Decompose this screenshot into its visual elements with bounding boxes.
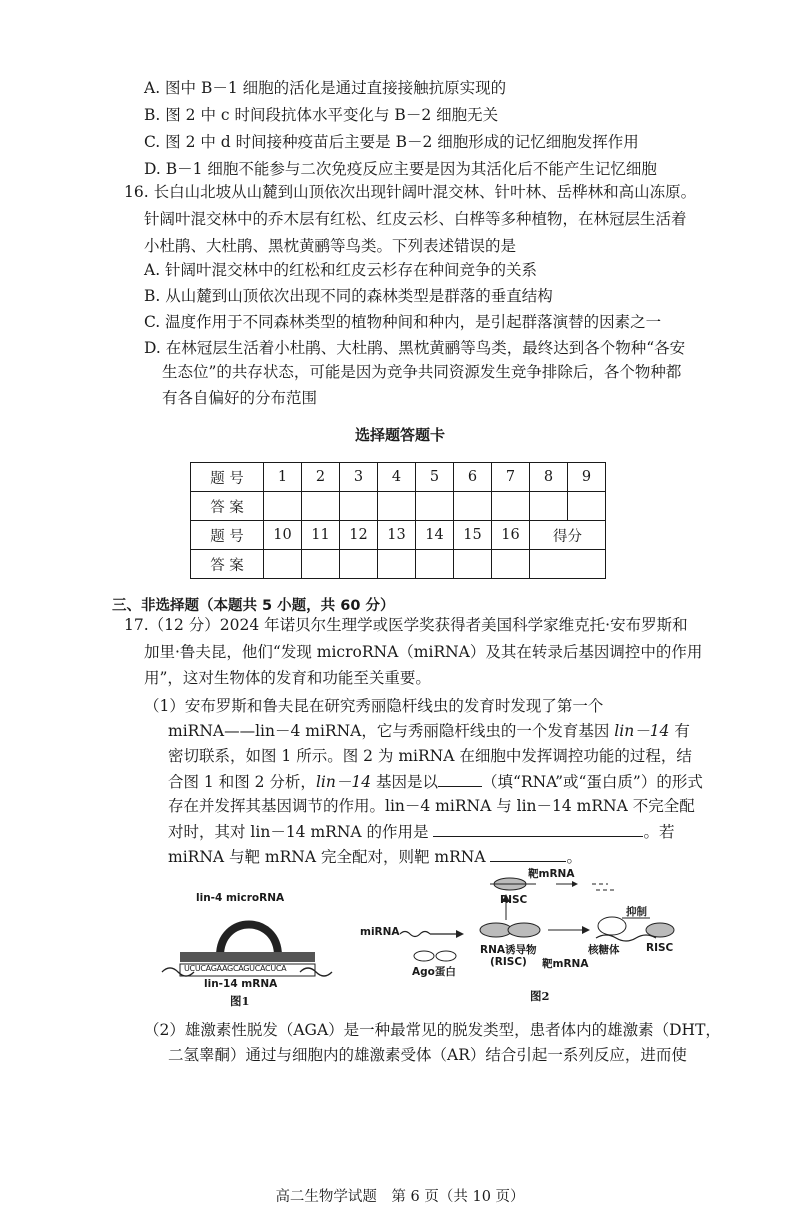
fig2-target-bottom: 靶mRNA: [542, 958, 589, 970]
section-heading: 三、非选择题（本题共 5 小题，共 60 分）: [112, 598, 395, 614]
figure-1: [160, 892, 335, 1002]
answer-cell[interactable]: [530, 492, 568, 521]
fig2-caption: 图2: [530, 989, 550, 1003]
answer-cell[interactable]: [492, 492, 530, 521]
answer-card-num: 16: [492, 521, 530, 550]
answer-card-ans-label: 答 案: [191, 492, 264, 521]
figure-2: [360, 864, 690, 984]
fig2-risc-right: RISC: [646, 942, 674, 954]
answer-cell[interactable]: [264, 550, 302, 579]
answer-card-num: 6: [454, 463, 492, 492]
answer-cell[interactable]: [378, 550, 416, 579]
answer-cell[interactable]: [454, 492, 492, 521]
q17-p1-line: miRNA——lin－4 miRNA，它与秀丽隐杆线虫的一个发育基因 lin－14 有: [168, 722, 690, 740]
fig2-mirna-label: miRNA: [360, 926, 400, 938]
answer-card-num: 13: [378, 521, 416, 550]
q16-stem-line: 小杜鹃、大杜鹃、黑枕黄鹂等鸟类。下列表述错误的是: [144, 237, 517, 255]
answer-cell[interactable]: [454, 550, 492, 579]
answer-blank[interactable]: [490, 845, 566, 862]
fig1-diagram: [160, 906, 335, 986]
fig2-risc-label: RNA诱导物: [480, 944, 537, 956]
q15-option-c: C. 图 2 中 d 时间接种疫苗后主要是 B－2 细胞形成的记忆细胞发挥作用: [144, 133, 639, 151]
answer-card-num: 15: [454, 521, 492, 550]
gene-name: lin－14: [614, 722, 670, 740]
answer-cell[interactable]: [302, 550, 340, 579]
score-cell[interactable]: [530, 550, 606, 579]
q17-intro-line: 加里·鲁夫昆，他们“发现 microRNA（miRNA）及其在转录后基因调控中的作用: [144, 643, 703, 661]
answer-card-num: 14: [416, 521, 454, 550]
answer-card-num-label: 题 号: [191, 463, 264, 492]
answer-card-num: 5: [416, 463, 454, 492]
answer-blank[interactable]: [438, 770, 482, 787]
answer-card-num: 8: [530, 463, 568, 492]
answer-cell[interactable]: [568, 492, 606, 521]
answer-cell[interactable]: [264, 492, 302, 521]
answer-cell[interactable]: [378, 492, 416, 521]
fig2-ribosome-label: 核糖体: [588, 944, 620, 956]
answer-cell[interactable]: [416, 492, 454, 521]
q16-option-a: A. 针阔叶混交林中的红松和红皮云杉存在种间竞争的关系: [144, 261, 538, 279]
fig1-top-label: lin-4 microRNA: [196, 892, 285, 904]
fig2-ago-label: Ago蛋白: [412, 966, 456, 978]
q15-option-b: B. 图 2 中 c 时间段抗体水平变化与 B－2 细胞无关: [144, 106, 499, 124]
q16-option-d: D. 在林冠层生活着小杜鹃、大杜鹃、黑枕黄鹂等鸟类，最终达到各个物种“各安: [144, 339, 686, 357]
q17-p2-line: 二氢睾酮）通过与细胞内的雄激素受体（AR）结合引起一系列反应，进而使: [168, 1046, 687, 1064]
fig2-target-top: 靶mRNA: [528, 868, 575, 880]
q17-intro-line: 17.（12 分）2024 年诺贝尔生理学或医学奖获得者美国科学家维克托·安布罗斯和: [124, 616, 688, 634]
fig1-bottom-label: lin-14 mRNA: [204, 978, 278, 990]
q17-p1-line: （1）安布罗斯和鲁夫昆在研究秀丽隐杆线虫的发育时发现了第一个: [144, 697, 604, 715]
q17-intro-line: 用”，这对生物体的发育和功能至关重要。: [144, 669, 431, 687]
q16-option-d-cont: 有各自偏好的分布范围: [162, 389, 318, 407]
fig2-inhibit-label: 抑制: [626, 906, 647, 918]
q17-p2-line: （2）雄激素性脱发（AGA）是一种最常见的脱发类型，患者体内的雄激素（DHT，: [144, 1021, 721, 1039]
q16-option-c: C. 温度作用于不同森林类型的植物种间和种内，是引起群落演替的因素之一: [144, 313, 662, 331]
q17-p1-line: miRNA 与靶 mRNA 完全配对，则靶 mRNA 。: [168, 845, 582, 868]
q17-p1-line: 合图 1 和图 2 分析，lin－14 基因是以 （填“RNA”或“蛋白质”）的形式: [168, 770, 703, 793]
q17-p1-line: 存在并发挥其基因调节的作用。lin－4 miRNA 与 lin－14 mRNA 不完全配: [168, 797, 695, 815]
q16-option-b: B. 从山麓到山顶依次出现不同的森林类型是群落的垂直结构: [144, 287, 553, 305]
answer-cell[interactable]: [416, 550, 454, 579]
fig1-sequence: UCUCAGAAGCAGUCACUCA: [184, 964, 287, 973]
answer-card-num: 3: [340, 463, 378, 492]
q15-option-d: D. B－1 细胞不能参与二次免疫反应主要是因为其活化后不能产生记忆细胞: [144, 160, 657, 178]
answer-cell[interactable]: [340, 550, 378, 579]
q16-option-d-cont: 生态位”的共存状态，可能是因为竞争共同资源发生竞争排除后，各个物种都: [162, 363, 682, 381]
fig1-caption: 图1: [230, 994, 250, 1008]
answer-cell[interactable]: [302, 492, 340, 521]
q15-option-a: A. 图中 B－1 细胞的活化是通过直接接触抗原实现的: [144, 79, 507, 97]
page-footer: 高二生物学试题 第 6 页（共 10 页）: [275, 1189, 525, 1205]
gene-name: lin－14: [315, 773, 372, 791]
fig2-risc-top: RISC: [500, 894, 528, 906]
answer-card-num: 11: [302, 521, 340, 550]
answer-card-num: 9: [568, 463, 606, 492]
answer-card-num: 12: [340, 521, 378, 550]
answer-card-num-label: 题 号: [191, 521, 264, 550]
answer-card-title: 选择题答题卡: [354, 426, 445, 444]
q17-p1-line: 对时，其对 lin－14 mRNA 的作用是 。若: [168, 820, 674, 843]
answer-cell[interactable]: [340, 492, 378, 521]
answer-card-num: 2: [302, 463, 340, 492]
q16-stem-line: 16. 长白山北坡从山麓到山顶依次出现针阔叶混交林、针叶林、岳桦林和高山冻原。: [124, 183, 697, 201]
answer-card-num: 1: [264, 463, 302, 492]
answer-card-ans-label: 答 案: [191, 550, 264, 579]
answer-card-num: 10: [264, 521, 302, 550]
answer-card-table: [190, 462, 606, 579]
answer-card-score-label: 得分: [530, 521, 606, 550]
answer-blank[interactable]: [433, 820, 643, 837]
answer-cell[interactable]: [492, 550, 530, 579]
q17-p1-line: 密切联系，如图 1 所示。图 2 为 miRNA 在细胞中发挥调控功能的过程，结: [168, 747, 692, 765]
answer-card-num: 7: [492, 463, 530, 492]
q16-stem-line: 针阔叶混交林中的乔木层有红松、红皮云杉、白桦等多种植物，在林冠层生活着: [144, 210, 687, 228]
fig2-risc-paren: (RISC): [490, 956, 527, 968]
answer-card-num: 4: [378, 463, 416, 492]
